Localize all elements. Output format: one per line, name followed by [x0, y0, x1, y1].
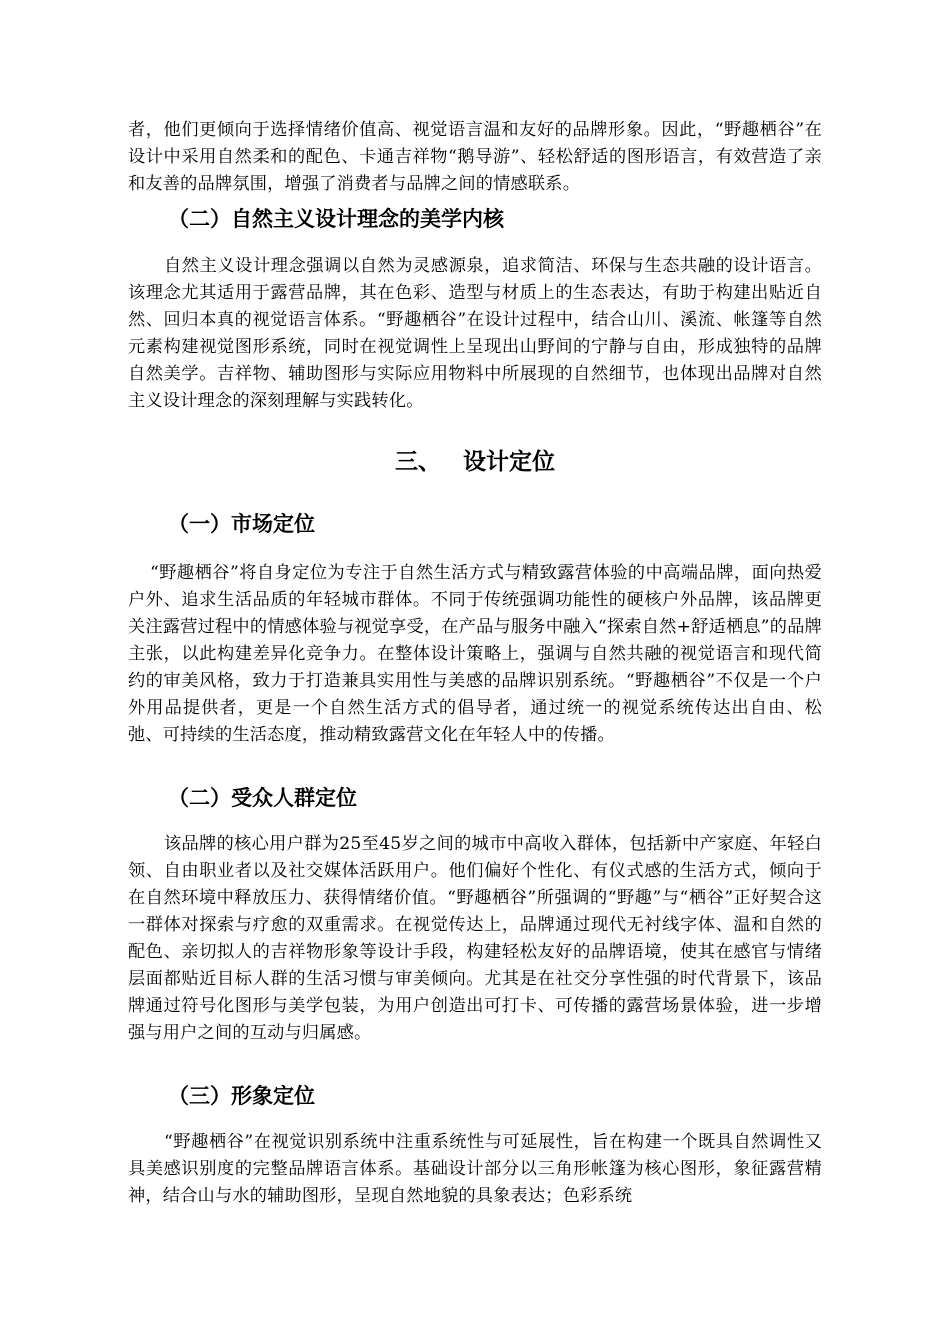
section-heading-aesthetic-core: （二）自然主义设计理念的美学内核: [168, 207, 504, 231]
paragraph-naturalism: 自然主义设计理念强调以自然为灵感源泉，追求简洁、环保与生态共融的设计语言。该理念尤其适用于露营品牌，其在色彩、造型与材质上的生态表达，有助于构建出贴近自然、回归本真的视觉语言体系。“野趣栖谷”在设计过程中，结合山川、溪流、帐篷等自然元素构建视觉图形系统，同时在视觉调性上呈现出山野间的宁静与自由，形成独特的品牌自然美学。吉祥物、辅助图形与实际应用物料中所展现的自然细节，也体现出品牌对自然主义设计理念的深刻理解与实践转化。: [128, 256, 822, 411]
paragraph-audience: 该品牌的核心用户群为25至45岁之间的城市中高收入群体，包括新中产家庭、年轻白领、自由职业者以及社交媒体活跃用户。他们偏好个性化、有仪式感的生活方式，倾向于在自然环境中释放压力、获得情绪价值。“野趣栖谷”所强调的“野趣”与“栖谷”正好契合这一群体对探索与疗愈的双重需求。在视觉传达上，品牌通过现代无衬线字体、温和自然的配色、亲切拟人的吉祥物形象等设计手段，构建轻松友好的品牌语境，使其在感官与情绪层面都贴近目标人群的生活习惯与审美倾向。尤其是在社交分享性强的时代背景下，该品牌通过符号化图形与美学包装，为用户创造出可打卡、可传播的露营场景体验，进一步增强与用户之间的互动与归属感。: [128, 834, 822, 1043]
paragraph-emotional-value: 者，他们更倾向于选择情绪价值高、视觉语言温和友好的品牌形象。因此，“野趣栖谷”在设计中采用自然柔和的配色、卡通吉祥物“鹅导游”、轻松舒适的图形语言，有效营造了亲和友善的品牌氛围，增强了消费者与品牌之间的情感联系。: [128, 120, 822, 194]
chapter-number: 三、: [395, 449, 441, 475]
chapter-title: 设计定位: [463, 449, 555, 475]
paragraph-image: “野趣栖谷”在视觉识别系统中注重系统性与可延展性，旨在构建一个既具自然调性又具美感识别度的完整品牌语言体系。基础设计部分以三角形帐篷为核心图形，象征露营精神，结合山与水的辅助图形，呈现自然地貌的具象表达；色彩系统: [128, 1132, 822, 1206]
chapter-heading: [0, 447, 950, 477]
paragraph-market: “野趣栖谷”将自身定位为专注于自然生活方式与精致露营体验的中高端品牌，面向热爱户外、追求生活品质的年轻城市群体。不同于传统强调功能性的硬核户外品牌，该品牌更关注露营过程中的情感体验与视觉享受，在产品与服务中融入“探索自然+舒适栖息”的品牌主张，以此构建差异化竞争力。在整体设计策略上，强调与自然共融的视觉语言和现代简约的审美风格，致力于打造兼具实用性与美感的品牌识别系统。“野趣栖谷”不仅是一个户外用品提供者，更是一个自然生活方式的倡导者，通过统一的视觉系统传达出自由、松弛、可持续的生活态度，推动精致露营文化在年轻人中的传播。: [128, 563, 822, 745]
section-heading-market: （一）市场定位: [168, 512, 315, 536]
section-heading-image: （三）形象定位: [168, 1084, 315, 1108]
section-heading-audience: （二）受众人群定位: [168, 786, 357, 810]
